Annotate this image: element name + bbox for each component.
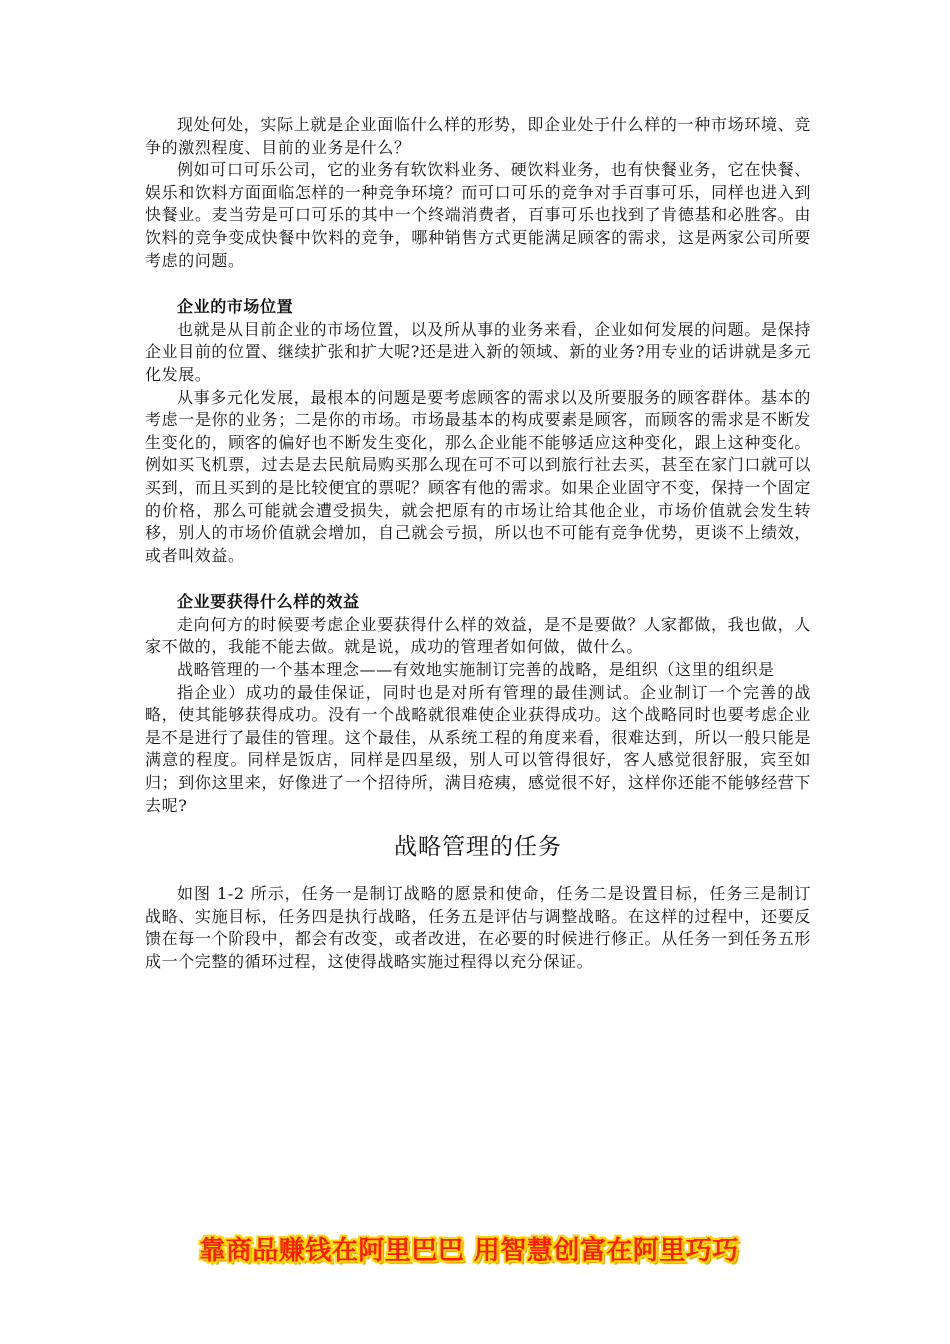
intro-paragraph-2: 例如可口可乐公司，它的业务有软饮料业务、硬饮料业务，也有快餐业务，它在快餐、娱乐和饮料方面面临怎样的一种竞争环境？而可口可乐的竞争对手百事可乐，同样也进入到快餐业。麦当劳是可口可乐的其中一个终端消费者，百事可乐也找到了肯德基和必胜客。由饮料的竞争变成快餐中饮料的竞争，哪种销售方式更能满足顾客的需求，这是两家公司所要考虑的问题。 (145, 160, 811, 270)
benefit-heading: 企业要获得什么样的效益 (177, 592, 360, 612)
benefit-paragraph-3: 指企业）成功的最佳保证，同时也是对所有管理的最佳测试。企业制订一个完善的战略，使其能够获得成功。没有一个战略就很难使企业获得成功。这个战略同时也要考虑企业是不是进行了最佳的管理。这个最佳，从系统工程的角度来看，很难达到，所以一般只能是满意的程度。同样是饭店，同样是四星级，别人可以管得很好，客人感觉很舒服，宾至如归；到你这里来，好像进了一个招待所，满目疮痍，感觉很不好，这样你还能不能够经营下去呢? (145, 682, 811, 815)
benefit-paragraph-1: 走向何方的时候要考虑企业要获得什么样的效益，是不是要做？人家都做，我也做，人家不做的，我能不能去做。就是说，成功的管理者如何做，做什么。 (145, 614, 811, 657)
tasks-paragraph: 如图 1-2 所示，任务一是制订战略的愿景和使命，任务二是设置目标，任务三是制订战略、实施目标，任务四是执行战略，任务五是评估与调整战略。在这样的过程中，还要反馈在每一个阶段中，都会有改变，或者改进，在必要的时候进行修正。从任务一到任务五形成一个完整的循环过程，这使得战略实施过程得以充分保证。 (145, 884, 811, 971)
footer-advert-banner: 靠商品赚钱在阿里巴巴 用智慧创富在阿里巧巧 (199, 1236, 739, 1266)
intro-paragraph-1: 现处何处，实际上就是企业面临什么样的形势，即企业处于什么样的一种市场环境、竞争的激烈程度、目前的业务是什么？ (145, 115, 811, 157)
market-position-paragraph-1: 也就是从目前企业的市场位置，以及所从事的业务来看，企业如何发展的问题。是保持企业目前的位置、继续扩张和扩大呢?还是进入新的领域、新的业务?用专业的话讲就是多元化发展。 (145, 319, 811, 384)
market-position-heading: 企业的市场位置 (177, 297, 294, 317)
benefit-paragraph-2: 战略管理的一个基本理念——有效地实施制订完善的战略，是组织（这里的组织是 (177, 660, 775, 680)
market-position-paragraph-2: 从事多元化发展，最根本的问题是要考虑顾客的需求以及所要服务的顾客群体。基本的考虑一是你的业务；二是你的市场。市场最基本的构成要素是顾客，而顾客的需求是不断发生变化的，顾客的偏好也不断发生变化，那么企业能不能够适应这种变化，跟上这种变化。例如买飞机票，过去是去民航局购买那么现在可不可以到旅行社去买，甚至在家门口就可以买到，而且买到的是比较便宜的票呢？顾客有他的需求。如果企业固守不变，保持一个固定的价格，那么可能就会遭受损失，就会把原有的市场让给其他企业，市场价值就会发生转移，别人的市场价值就会增加，自己就会亏损，所以也不可能有竞争优势，更谈不上绩效，或者叫效益。 (145, 387, 811, 565)
tasks-section-title: 战略管理的任务 (394, 834, 562, 861)
document-body (145, 114, 811, 974)
